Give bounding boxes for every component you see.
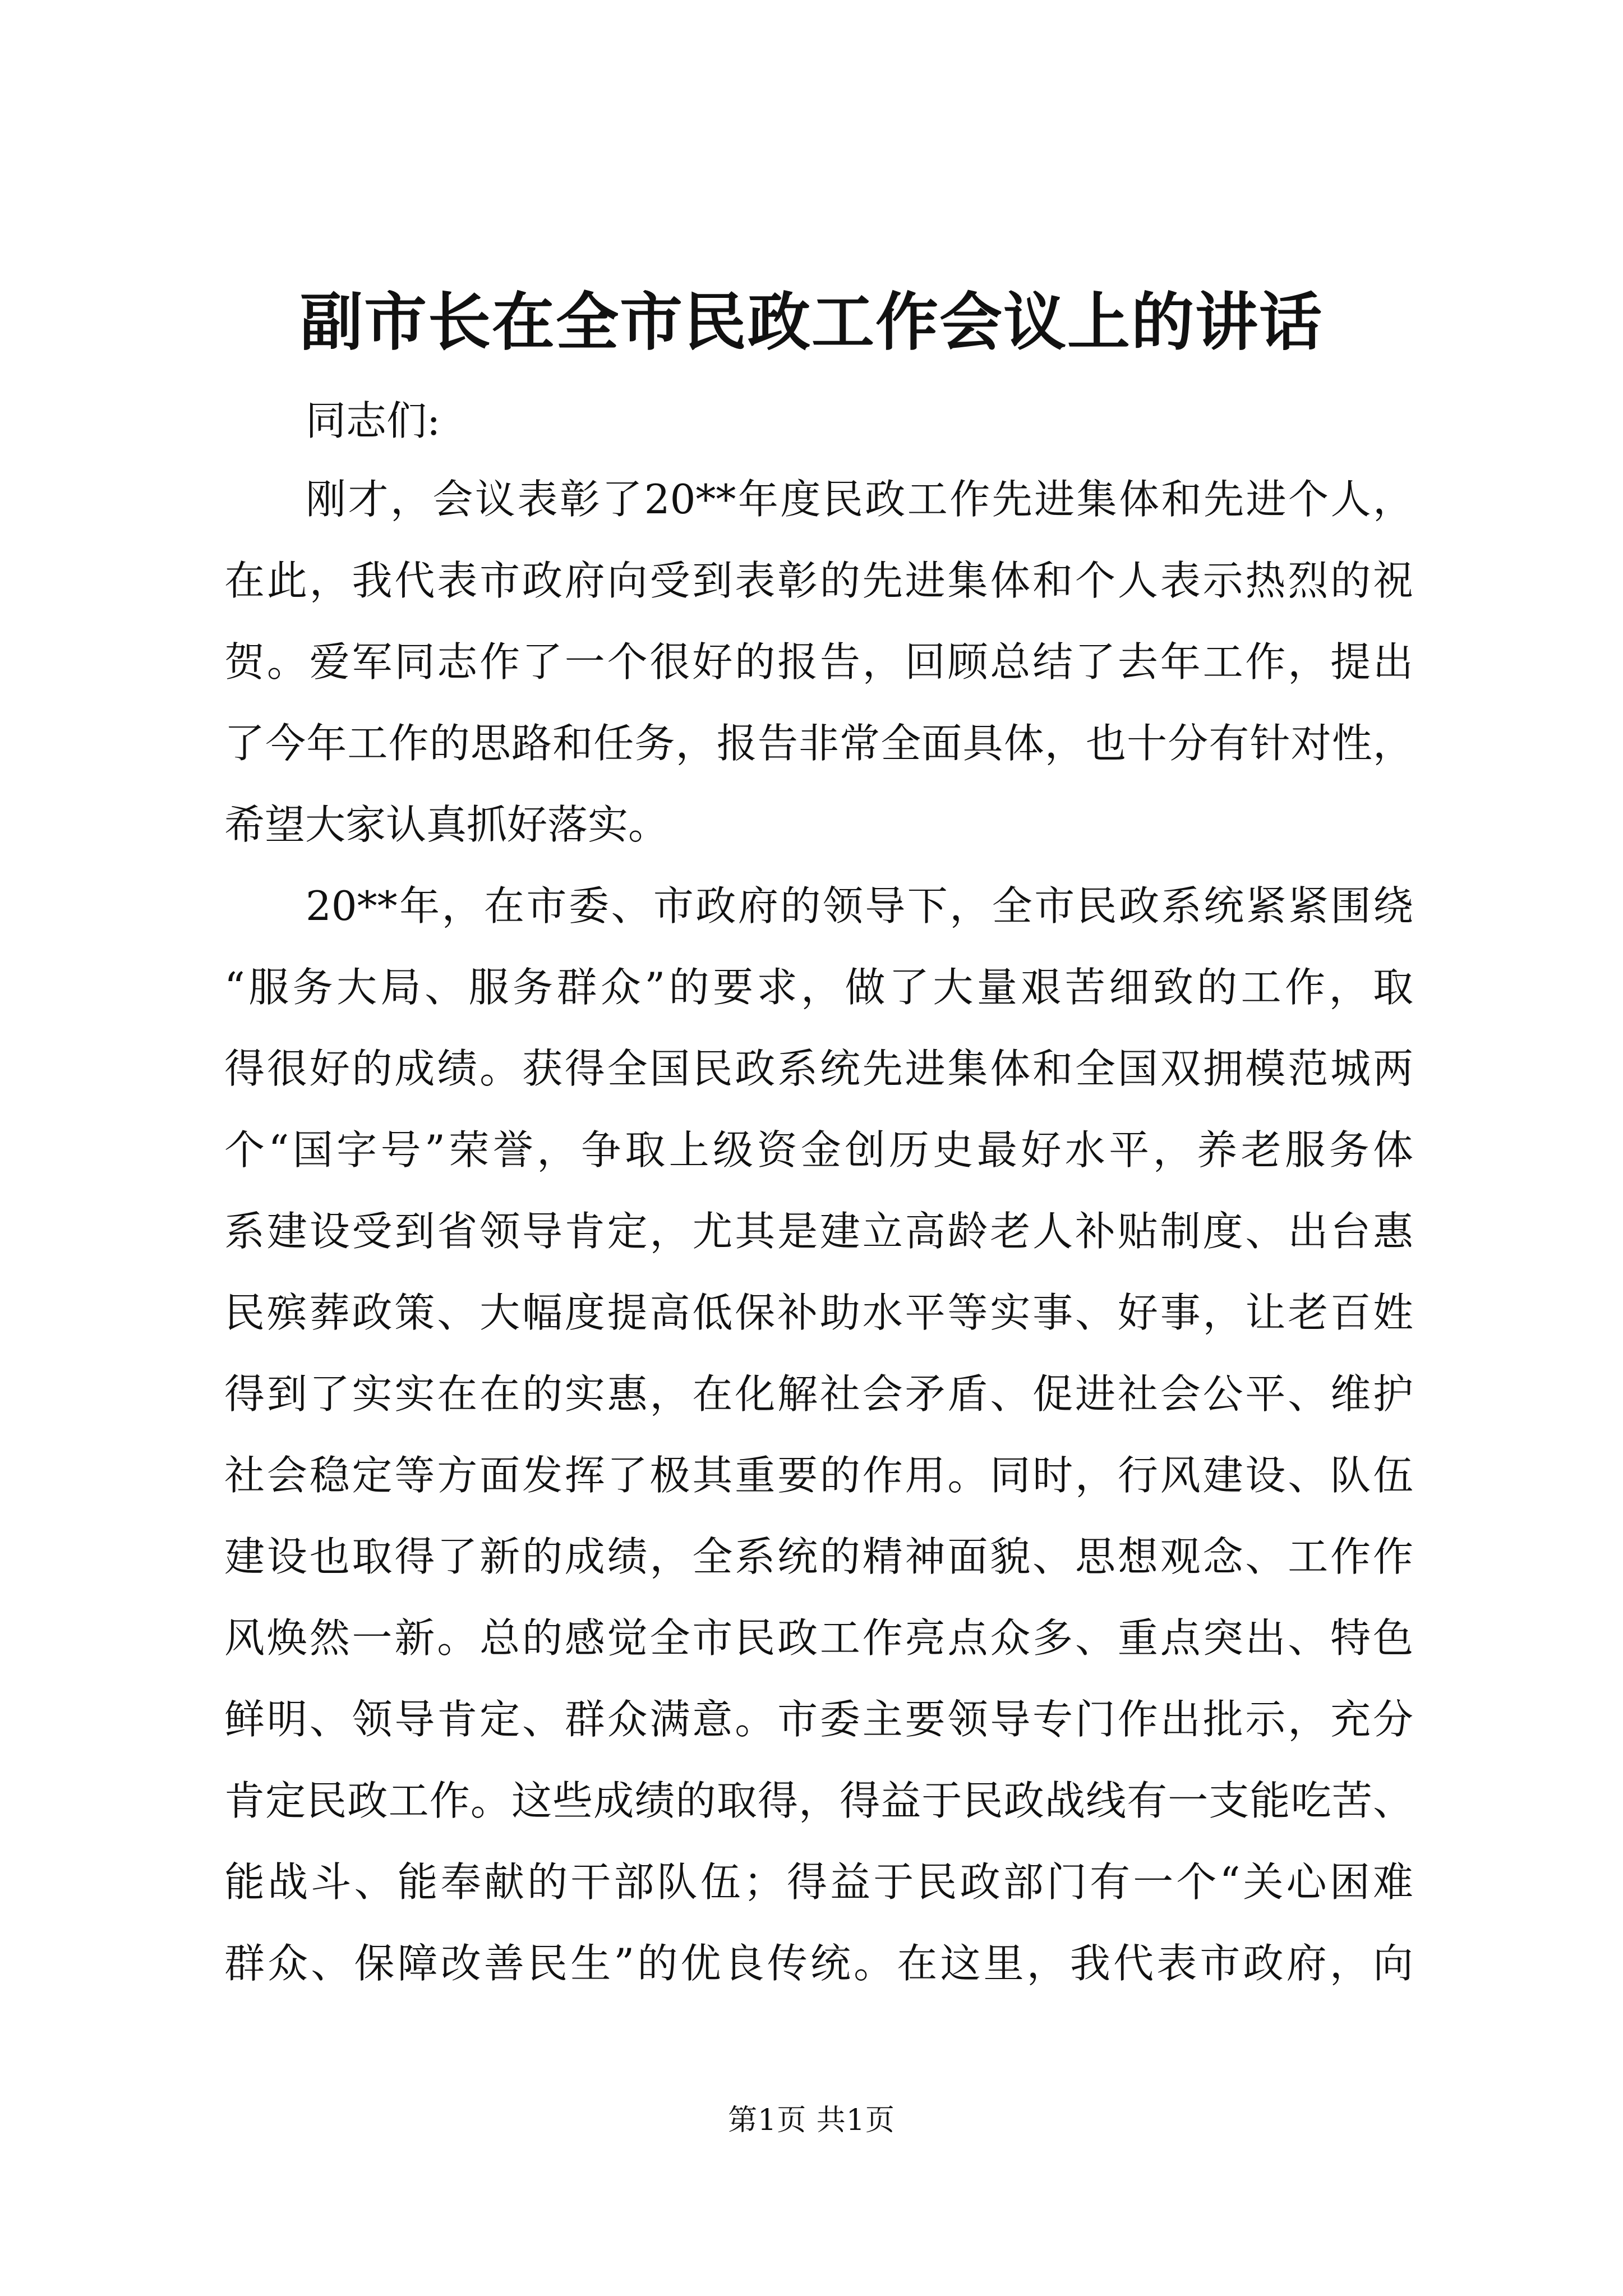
body-line: 个“国字号”荣誉，争取上级资金创历史最好水平，养老服务体 [224,1126,1413,1174]
document-title: 副市长在全市民政工作会议上的讲话 [300,286,1323,359]
body-line: 得到了实实在在的实惠，在化解社会矛盾、促进社会公平、维护 [224,1370,1413,1418]
body-line: 能战斗、能奉献的干部队伍；得益于民政部门有一个“关心困难 [224,1858,1413,1906]
body-line: 风焕然一新。总的感觉全市民政工作亮点众多、重点突出、特色 [224,1614,1413,1662]
page-footer: 第1页 共1页 [728,2104,895,2137]
body-line: 20**年，在市委、市政府的领导下，全市民政系统紧紧围绕 [306,882,1413,930]
body-line: 鲜明、领导肯定、群众满意。市委主要领导专门作出批示，充分 [224,1696,1413,1743]
body-line: “服务大局、服务群众”的要求，做了大量艰苦细致的工作，取 [224,964,1413,1011]
body-line: 得很好的成绩。获得全国民政系统先进集体和全国双拥模范城两 [224,1045,1413,1092]
body-line: 在此，我代表市政府向受到表彰的先进集体和个人表示热烈的祝 [224,557,1413,604]
body-line: 建设也取得了新的成绩，全系统的精神面貌、思想观念、工作作 [224,1533,1413,1580]
body-line: 系建设受到省领导肯定，尤其是建立高龄老人补贴制度、出台惠 [224,1208,1413,1255]
body-line: 群众、保障改善民生”的优良传统。在这里，我代表市政府，向 [224,1940,1413,1987]
body-line: 刚才，会议表彰了20**年度民政工作先进集体和先进个人， [306,476,1413,523]
salutation: 同志们: [306,397,441,444]
body-line: 贺。爱军同志作了一个很好的报告，回顾总结了去年工作，提出 [224,638,1413,685]
body-line: 肯定民政工作。这些成绩的取得，得益于民政战线有一支能吃苦、 [224,1777,1413,1824]
body-line: 希望大家认真抓好落实。 [224,801,669,848]
body-line: 民殡葬政策、大幅度提高低保补助水平等实事、好事，让老百姓 [224,1289,1413,1336]
body-line: 社会稳定等方面发挥了极其重要的作用。同时，行风建设、队伍 [224,1452,1413,1499]
body-line: 了今年工作的思路和任务，报告非常全面具体，也十分有针对性， [224,720,1413,767]
